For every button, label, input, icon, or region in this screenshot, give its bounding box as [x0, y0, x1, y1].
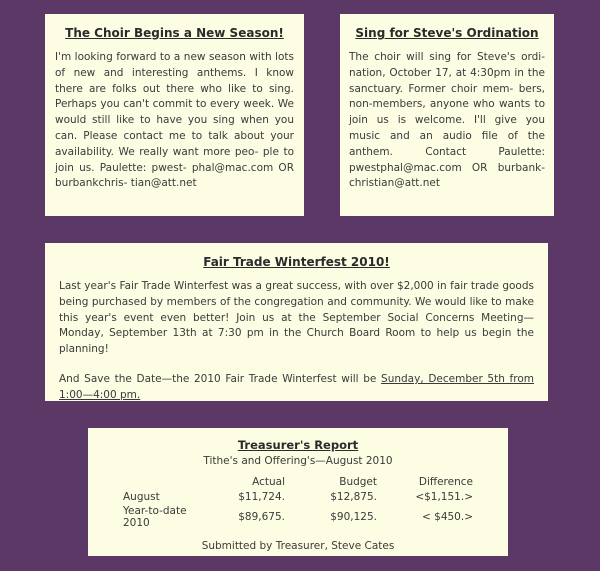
- treasurer-subtitle: Tithe's and Offering's—August 2010: [203, 455, 393, 467]
- fair-trade-paragraph-2: [59, 372, 534, 404]
- row-actual: $89,675.: [238, 511, 285, 523]
- header-budget: Budget: [339, 476, 377, 488]
- fair-trade-paragraph-1: Last year's Fair Trade Winterfest was a great success, with over $2,000 in fair trade goods being purchased by members of the congregation and community. We would like to make this year's event even better! Join us at the September Social Concerns Meeting—Monday, September 13th at 7:30 pm in the Church Board Room to help us begin the planning!: [59, 280, 534, 356]
- ordination-title: Sing for Steve's Ordination: [355, 26, 539, 40]
- treasurer-report: [88, 428, 508, 556]
- row-actual: $11,724.: [238, 491, 285, 503]
- treasurer-signature: Submitted by Treasurer, Steve Cates: [201, 540, 395, 552]
- table-header-row: [123, 475, 473, 490]
- treasurer-title: Treasurer's Report: [237, 438, 359, 452]
- header-actual: Actual: [252, 476, 285, 488]
- event-date: Sunday, December 5th from 1:00—4:00 pm.: [59, 372, 534, 401]
- header-difference: Difference: [418, 476, 473, 488]
- save-the-date-text: And Save the Date—the 2010 Fair Trade Winterfest will be: [59, 372, 382, 385]
- row-difference: < $450.>: [422, 511, 473, 523]
- fair-trade-title: Fair Trade Winterfest 2010!: [203, 255, 390, 269]
- table-row: [123, 490, 473, 504]
- fair-trade-notice: [45, 243, 548, 401]
- finance-table: [123, 475, 473, 530]
- row-label: August: [123, 491, 160, 503]
- row-budget: $12,875.: [330, 491, 377, 503]
- choir-title: The Choir Begins a New Season!: [65, 26, 284, 40]
- ordination-body: The choir will sing for Steve's ordi- nation, October 17, at 4:30pm in the sanctuary. Former choir mem- bers, non-members, anyone who wants to join us is welcome. I'll give you music and an audio file of the anthem. Contact Paulette: pwestphal@mac.com OR burbank- christian@att.net: [349, 51, 545, 190]
- row-difference: <$1,151.>: [415, 491, 473, 503]
- choir-body: I'm looking forward to a new season with lots of new and interesting anthems. I know there are folks out there who like to sing. Perhaps you can't commit to every week. We would still like to have you sing when you can. Please contact me to talk about your availability. We really want more peo- ple to join us. Paulette: pwest- phal@mac.com OR burbankchris- tian@att.net: [55, 51, 294, 190]
- row-budget: $90,125.: [330, 511, 377, 523]
- choir-notice: [45, 14, 304, 216]
- table-row: [123, 504, 473, 530]
- row-label: Year-to-date 2010: [123, 505, 187, 529]
- header-label: [123, 475, 215, 490]
- ordination-notice: [340, 14, 554, 216]
